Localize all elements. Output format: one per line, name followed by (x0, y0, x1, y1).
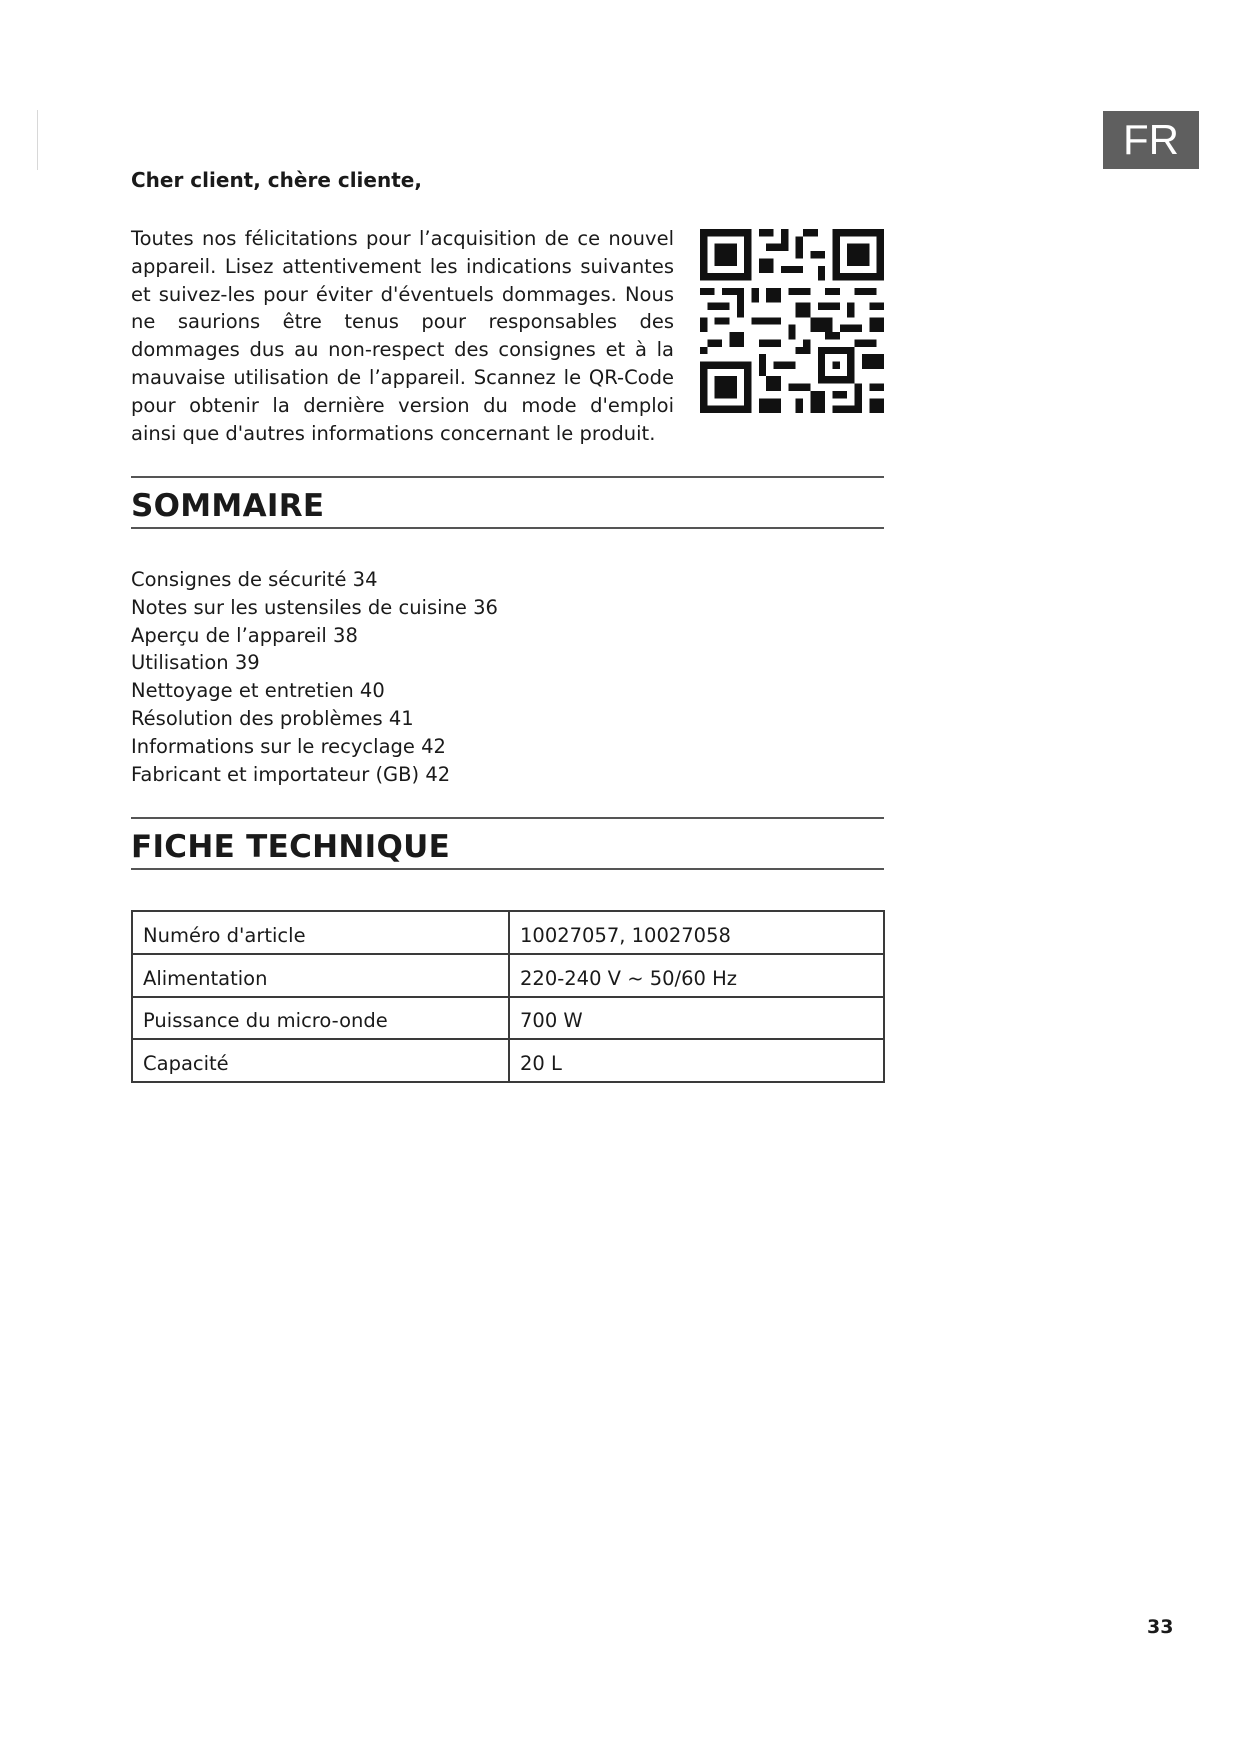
toc-item[interactable]: Utilisation 39 (131, 651, 260, 675)
spec-value: 220-240 V ~ 50/60 Hz (509, 954, 884, 997)
table-row (132, 911, 884, 954)
contents-title: SOMMAIRE (131, 488, 325, 524)
contents-rule-bottom (131, 527, 884, 529)
specs-rule-top (131, 817, 884, 819)
spec-label: Numéro d'article (132, 911, 509, 954)
spec-value: 20 L (509, 1039, 884, 1082)
specs-rule-bottom (131, 868, 884, 870)
contents-list (131, 566, 498, 788)
specs-title: FICHE TECHNIQUE (131, 829, 451, 865)
spec-label: Capacité (132, 1039, 509, 1082)
greeting: Cher client, chère cliente, (131, 168, 422, 192)
toc-item[interactable]: Fabricant et importateur (GB) 42 (131, 762, 451, 786)
intro-paragraph: Toutes nos félicitations pour l’acquisition de ce nouvel appareil. Lisez attentivement les indications suivantes et suivez-les pour éviter d'éventuels dommages. Nous ne saurions être tenus pour responsables des dommages dus au non-respect des consignes et à la mauvaise utilisation de l’appareil. Scannez le QR-Code pour obtenir la dernière version du mode d'emploi ainsi que d'autres informations concernant le produit. (131, 227, 674, 445)
toc-item[interactable]: Résolution des problèmes 41 (131, 706, 414, 730)
page-number: 33 (1147, 1616, 1174, 1638)
qr-code[interactable] (700, 229, 884, 413)
language-tab: FR (1103, 111, 1199, 169)
toc-item[interactable]: Informations sur le recyclage 42 (131, 734, 446, 758)
spec-label: Alimentation (132, 954, 509, 997)
spec-value: 10027057, 10027058 (509, 911, 884, 954)
specs-table (131, 910, 885, 1083)
spec-label: Puissance du micro-onde (132, 997, 509, 1040)
toc-item[interactable]: Notes sur les ustensiles de cuisine 36 (131, 595, 498, 619)
table-row (132, 1039, 884, 1082)
toc-item[interactable]: Nettoyage et entretien 40 (131, 679, 385, 703)
margin-line (37, 110, 38, 170)
toc-item[interactable]: Aperçu de l’appareil 38 (131, 623, 358, 647)
table-row (132, 997, 884, 1040)
toc-item[interactable]: Consignes de sécurité 34 (131, 568, 378, 591)
contents-rule-top (131, 476, 884, 478)
table-row (132, 954, 884, 997)
spec-value: 700 W (509, 997, 884, 1040)
